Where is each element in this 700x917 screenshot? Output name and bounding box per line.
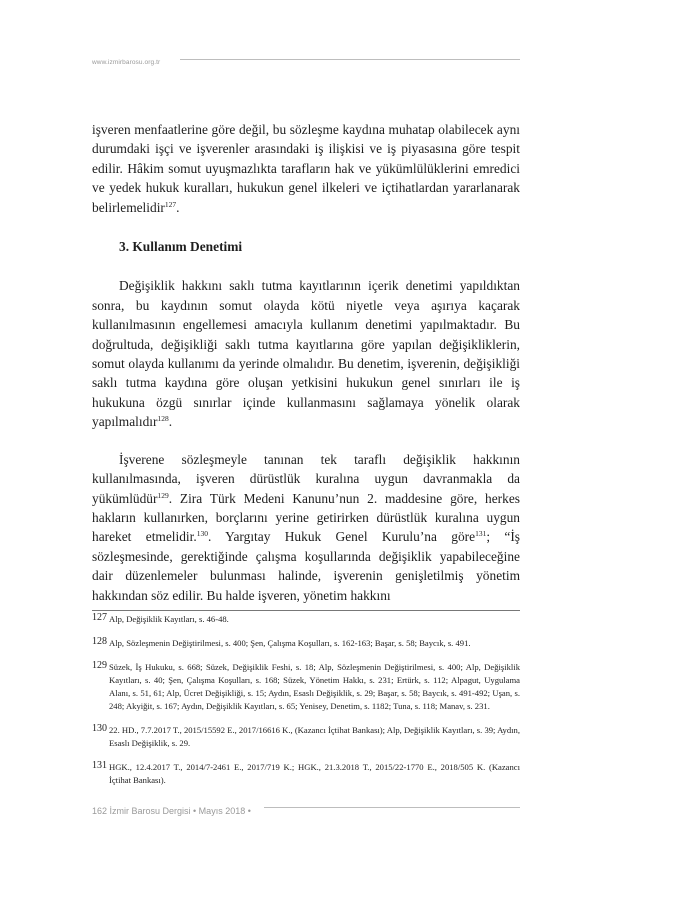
footnote-number: 129	[92, 660, 107, 671]
footnote-number: 131	[92, 760, 107, 771]
footnote-ref-129: 129	[157, 490, 169, 500]
footnote-number: 130	[92, 723, 107, 734]
footnote-ref-128: 128	[157, 414, 169, 424]
footnote-number: 128	[92, 636, 107, 647]
paragraph-good-faith: İşverene sözleşmeyle tanınan tek taraflı değişiklik hakkının kullanılmasında, işveren dürüstlük kuralına uygun davranmakla da yükümlüdür$^{129}$. Zira Türk Medeni Kanunu’nun 2. maddesine göre, herkes hakların kullanırken, borçlarını yerine getirirken dürüstlük kuralına uygun hareket etmelidir.$^{130}$. Yargıtay Hukuk Genel Kurulu’na göre$^{131}$; “İş sözleşmesinde, gerektiğinde çalışma koşullarında değişiklik yapabileceğine dair düzenlemeler bulunması halinde, işverenin genişletilmiş yönetim hakkından söz edilir. Bu halde işveren, yönetim hakkını	[92, 451, 520, 603]
footnotes	[92, 613, 520, 787]
footnote-text: Süzek, İş Hukuku, s. 668; Süzek, Değişiklik Feshi, s. 18; Alp, Sözleşmenin Değiştirilmesi, s. 400; Alp, Değişiklik Kayıtları, s. 40; Şen, Çalışma Koşulları, s. 168; Süzek, Yönetim Hakkı, s. 231; Ertürk, s. 112; Alpagut, Uygulama Alanı, s. 51, 61; Alp, Ücret Değişikliği, s. 15; Aydın, Esaslı Değişiklik, s. 29; Başar, s. 58; Baycık, s. 491-492; Uşan, s. 248; Akyiğit, s. 167; Aydın, Değişiklik Kayıtları, s. 65; Yenisey, Denetim, s. 1182; Tuna, s. 118; Manav, s. 231.	[109, 662, 520, 711]
footnote-number: 127	[92, 612, 107, 623]
paragraph-continuation: işveren menfaatlerine göre değil, bu sözleşme kaydına muhatap olabilecek aynı durumdaki işçi ve işverenler arasındaki iş ilişkisi ve iş piyasasına göre tespit edilir. Hâkim somut uyuşmazlıkta tarafların hak ve yükümlülüklerini emredici ve yedek hukuk kuralları, hukukun genel ilkeleri ve içtihatlardan yararlanarak belirlemelidir$^{127}$.	[92, 122, 520, 215]
body-text	[92, 120, 520, 605]
footnote	[92, 613, 520, 626]
header-rule	[180, 59, 520, 60]
footnote-rule	[92, 610, 520, 611]
footnote-text: Alp, Sözleşmenin Değiştirilmesi, s. 400; Şen, Çalışma Koşulları, s. 162-163; Başar, s. 58; Baycık, s. 491.	[109, 638, 471, 648]
footnote	[92, 724, 520, 750]
footer-rule	[264, 807, 520, 808]
footer-journal-info: 162 İzmir Barosu Dergisi • Mayıs 2018 •	[92, 806, 255, 816]
footnote-text: 22. HD., 7.7.2017 T., 2015/15592 E., 2017/16616 K., (Kazancı İçtihat Bankası); Alp, Değişiklik Kayıtları, s. 39; Aydın, Esaslı Değişiklik, s. 29.	[109, 725, 520, 748]
header-url: www.izmirbarosu.org.tr	[92, 59, 161, 67]
footnote	[92, 761, 520, 787]
page-footer	[92, 801, 520, 819]
footnote-ref-127: 127	[164, 199, 177, 209]
footnote	[92, 661, 520, 713]
section-heading: 3. Kullanım Denetimi	[119, 239, 243, 255]
footnote-text: Alp, Değişiklik Kayıtları, s. 46-48.	[109, 614, 229, 624]
paragraph-usage-control: Değişiklik hakkını saklı tutma kayıtlarının içerik denetimi yapıldıktan sonra, bu kaydının somut olayda kötü niyetle veya aşırıya kaçarak kullanılmasının engellemesi amacıyla kullanım denetimi yapılmaktadır. Bu doğrultuda, değişikliği saklı tutma kayıtlarına göre yapılan değişikliklerin, somut olayda kullanımı da yerinde olmalıdır. Bu denetim, işverenin, değişikliği saklı tutma kaydına göre oluşan yetkisini hukukun genel sınırları ile iş hukukuna özgü sınırlar içinde kullanmasını sağlamaya yönelik olarak yapılmalıdır$^{128}$.	[92, 278, 520, 430]
footnote-ref-130: 130	[196, 529, 208, 539]
page-header	[92, 54, 520, 72]
footnote-text: HGK., 12.4.2017 T., 2014/7-2461 E., 2017/719 K.; HGK., 21.3.2018 T., 2015/22-1770 E., 2018/505 K. (Kazancı İçtihat Bankası).	[109, 762, 520, 785]
footnote	[92, 637, 520, 650]
footnote-ref-131: 131	[475, 529, 487, 539]
